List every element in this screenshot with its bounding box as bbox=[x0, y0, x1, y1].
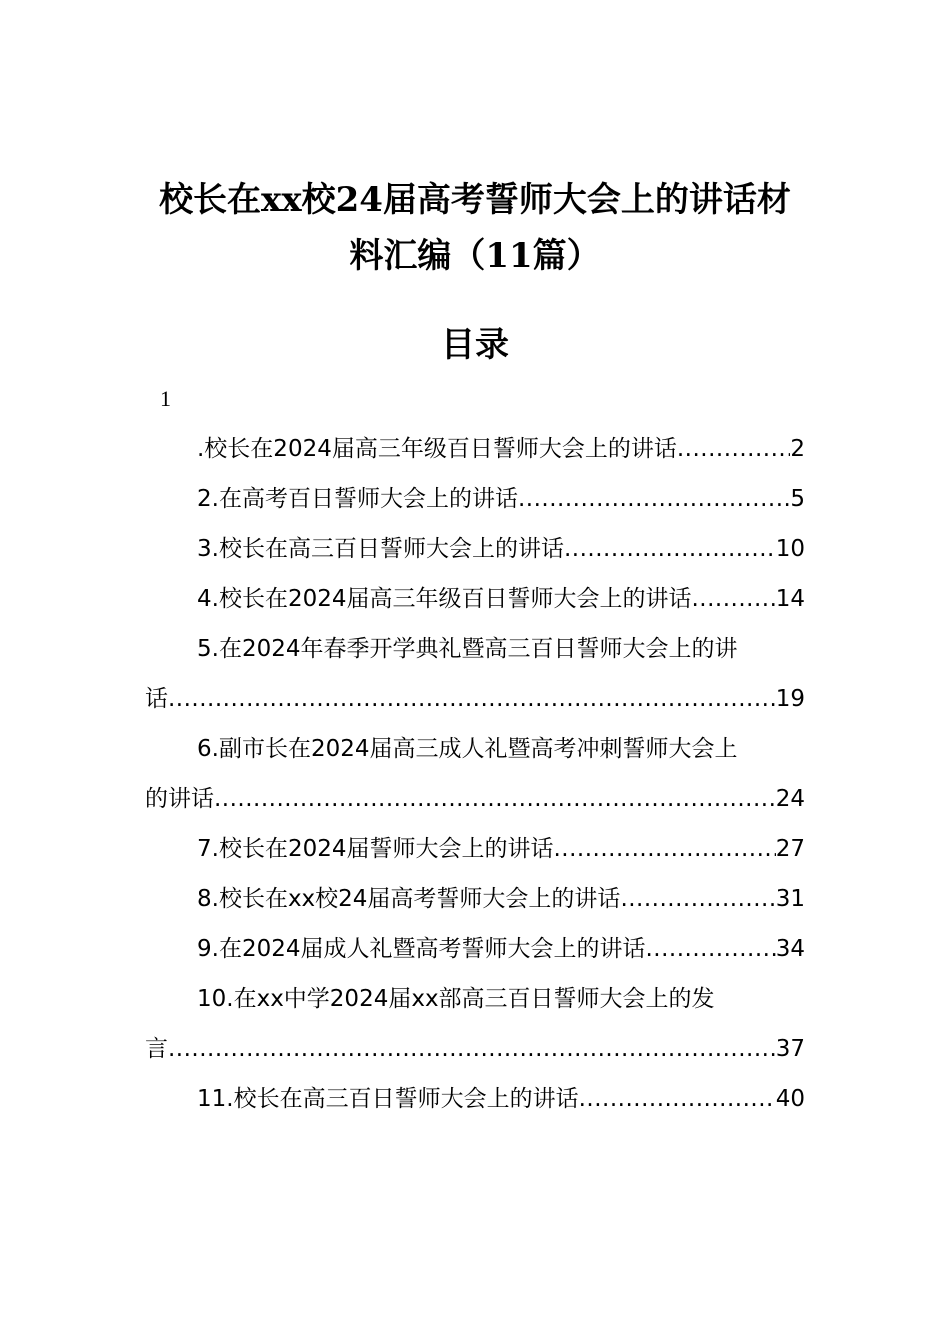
toc-entry-title: 8.校长在xx校24届高考誓师大会上的讲话 bbox=[197, 886, 621, 912]
toc-entry-title: 10.在xx中学2024届xx部高三百日誓师大会上的发 bbox=[197, 986, 715, 1012]
toc-entry-title: 3.校长在高三百日誓师大会上的讲话 bbox=[197, 536, 564, 562]
dot-leader bbox=[214, 774, 776, 824]
toc-page-number: 2 bbox=[790, 436, 805, 462]
toc-entry-line bbox=[145, 974, 805, 1024]
toc-page-number: 14 bbox=[775, 586, 805, 612]
toc-entry-title: 11.校长在高三百日誓师大会上的讲话 bbox=[197, 1086, 579, 1112]
toc-entry-line bbox=[145, 424, 805, 474]
dot-leader bbox=[168, 1024, 776, 1074]
toc-entry[interactable] bbox=[145, 974, 805, 1074]
toc-entry-line bbox=[145, 674, 805, 724]
document-title-line-1: 校长在xx校24届高考誓师大会上的讲话材 bbox=[159, 180, 791, 220]
stray-number: 1 bbox=[160, 386, 171, 411]
dot-leader bbox=[168, 674, 776, 724]
toc-entry-line bbox=[145, 724, 805, 774]
dot-leader bbox=[579, 1074, 776, 1124]
toc-entry-title: 6.副市长在2024届高三成人礼暨高考冲刺誓师大会上 bbox=[197, 736, 738, 762]
document-title-line-2: 料汇编（11篇） bbox=[349, 236, 601, 276]
toc-entry-line bbox=[145, 524, 805, 574]
table-of-contents bbox=[145, 424, 805, 1124]
toc-entry[interactable] bbox=[145, 824, 805, 874]
toc-page-number: 5 bbox=[790, 486, 805, 512]
toc-entry-line bbox=[145, 774, 805, 824]
toc-entry[interactable] bbox=[145, 524, 805, 574]
toc-entry-line bbox=[145, 1074, 805, 1124]
toc-page-number: 40 bbox=[775, 1086, 805, 1112]
toc-entry-title: .校长在2024届高三年级百日誓师大会上的讲话 bbox=[197, 436, 677, 462]
toc-entry-title: 言 bbox=[145, 1036, 168, 1062]
toc-entry[interactable] bbox=[145, 724, 805, 824]
toc-entry-line bbox=[145, 874, 805, 924]
toc-entry-title: 2.在高考百日誓师大会上的讲话 bbox=[197, 486, 518, 512]
toc-entry-title: 9.在2024届成人礼暨高考誓师大会上的讲话 bbox=[197, 936, 646, 962]
toc-entry-title: 5.在2024年春季开学典礼暨高三百日誓师大会上的讲 bbox=[197, 636, 738, 662]
dot-leader bbox=[518, 474, 790, 524]
toc-page-number: 31 bbox=[775, 886, 805, 912]
toc-entry-title: 7.校长在2024届誓师大会上的讲话 bbox=[197, 836, 554, 862]
toc-entry-line bbox=[145, 474, 805, 524]
toc-entry[interactable] bbox=[145, 924, 805, 974]
dot-leader bbox=[564, 524, 776, 574]
dot-leader bbox=[620, 874, 775, 924]
toc-entry-title: 话 bbox=[145, 686, 168, 712]
toc-page-number: 37 bbox=[775, 1036, 805, 1062]
toc-entry-title: 4.校长在2024届高三年级百日誓师大会上的讲话 bbox=[197, 586, 692, 612]
dot-leader bbox=[691, 574, 775, 624]
toc-entry-title: 的讲话 bbox=[145, 786, 214, 812]
toc-entry-line bbox=[145, 624, 805, 674]
toc-page-number: 10 bbox=[775, 536, 805, 562]
toc-heading: 目录 bbox=[441, 325, 509, 365]
toc-entry[interactable] bbox=[145, 1074, 805, 1124]
document-title bbox=[130, 172, 820, 284]
toc-entry-line bbox=[145, 574, 805, 624]
toc-entry[interactable] bbox=[145, 574, 805, 624]
toc-entry[interactable] bbox=[145, 424, 805, 474]
toc-page-number: 34 bbox=[775, 936, 805, 962]
toc-page-number: 27 bbox=[775, 836, 805, 862]
dot-leader bbox=[553, 824, 775, 874]
toc-entry-line bbox=[145, 824, 805, 874]
dot-leader bbox=[677, 424, 791, 474]
toc-entry-line bbox=[145, 1024, 805, 1074]
toc-entry-line bbox=[145, 924, 805, 974]
toc-entry[interactable] bbox=[145, 474, 805, 524]
toc-page-number: 24 bbox=[775, 786, 805, 812]
dot-leader bbox=[645, 924, 775, 974]
toc-entry[interactable] bbox=[145, 874, 805, 924]
toc-entry[interactable] bbox=[145, 624, 805, 724]
toc-page-number: 19 bbox=[775, 686, 805, 712]
